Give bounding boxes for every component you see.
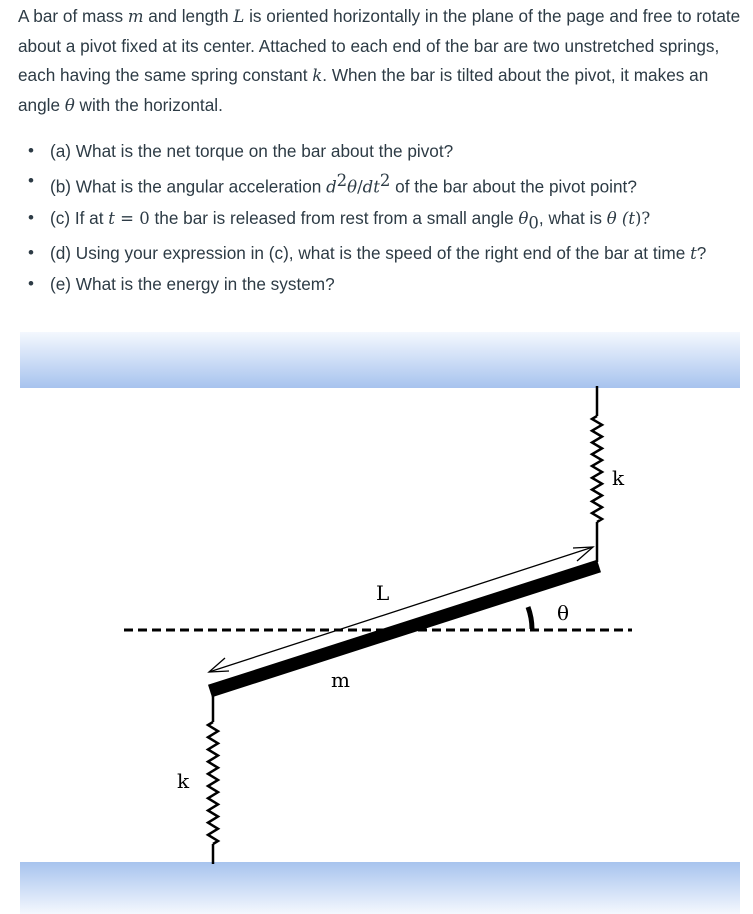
top-spring	[592, 386, 602, 562]
angle-arc	[528, 607, 532, 629]
question-e: • (e) What is the energy in the system?	[20, 269, 740, 299]
angle-label: θ	[557, 601, 570, 625]
length-label: L	[376, 581, 390, 605]
ceiling-wall	[20, 332, 740, 388]
bottom-spring	[208, 694, 218, 864]
bullet-icon: •	[28, 207, 34, 227]
bullet-icon: •	[28, 171, 34, 190]
spring-constant-label-top: k	[612, 466, 625, 490]
question-c: • (c) If at t = 0 the bar is released from rest from a small angle $\theta_0$, what is θ (t)?	[20, 203, 740, 238]
question-b: • (b) What is the angular acceleration $d^2\theta/dt^2$ of the bar about the pivot point?	[20, 166, 740, 203]
bullet-icon: •	[28, 274, 34, 294]
problem-statement: A bar of mass m and length L is oriented horizontally in the plane of the page and free to rotate about a pivot fixed at its center. Attached to each end of the bar are two unstretched springs, each having the same spring constant k. When the bar is tilted about the pivot, it makes an angle θ with the horizontal.	[18, 6, 741, 115]
bar-spring-figure	[0, 330, 753, 914]
question-list	[20, 136, 740, 299]
mass-label: m	[331, 668, 350, 692]
question-a: • (a) What is the net torque on the bar about the pivot?	[20, 136, 740, 166]
bullet-icon: •	[28, 243, 34, 263]
question-d: • (d) Using your expression in (c), what is the speed of the right end of the bar at time t?	[20, 238, 740, 269]
length-arrow	[209, 547, 593, 672]
floor-wall	[20, 862, 740, 914]
bullet-icon: •	[28, 141, 34, 160]
spring-constant-label-bottom: k	[177, 769, 190, 793]
